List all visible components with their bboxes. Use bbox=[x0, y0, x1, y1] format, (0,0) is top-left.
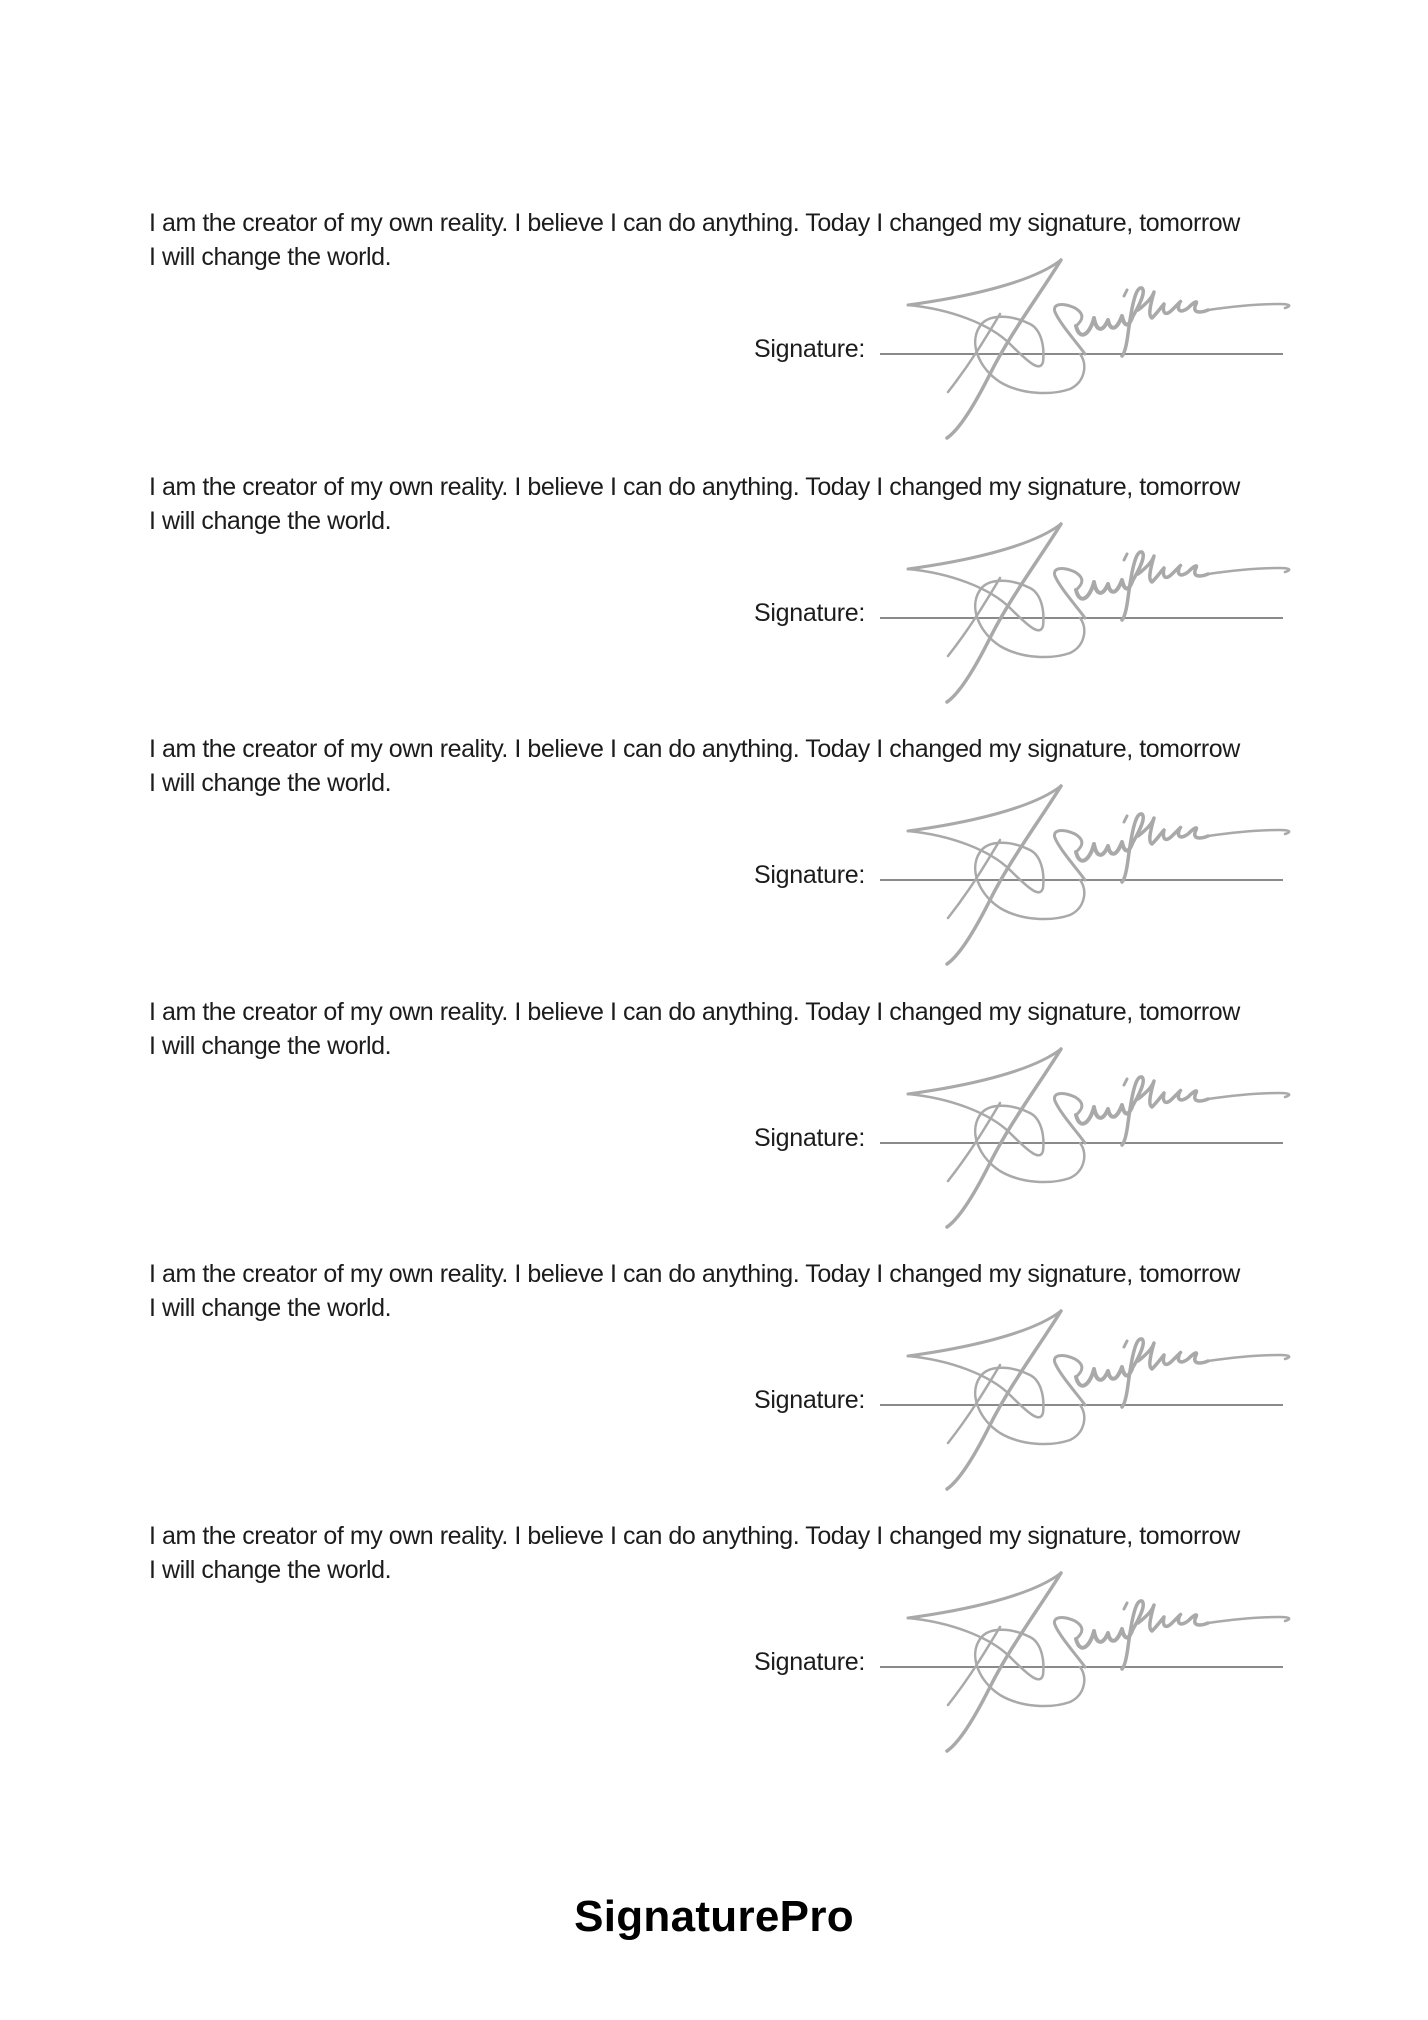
signature-line[interactable] bbox=[880, 617, 1283, 619]
affirmation-line-1: I am the creator of my own reality. I believe I can do anything. Today I changed my signature, tomorrow bbox=[149, 998, 1240, 1026]
affirmation-line-2: I will change the world. bbox=[149, 1032, 392, 1060]
affirmation-block-5 bbox=[0, 1257, 1428, 1519]
signature-graphic bbox=[880, 1305, 1300, 1495]
signature-label: Signature: bbox=[754, 861, 865, 889]
affirmation-text bbox=[149, 995, 1299, 1063]
affirmation-block-3 bbox=[0, 732, 1428, 994]
signature-line[interactable] bbox=[880, 879, 1283, 881]
signature-label: Signature: bbox=[754, 599, 865, 627]
signature-label: Signature: bbox=[754, 1386, 865, 1414]
signature-label: Signature: bbox=[754, 1648, 865, 1676]
signature-graphic bbox=[880, 780, 1300, 970]
affirmation-line-1: I am the creator of my own reality. I believe I can do anything. Today I changed my signature, tomorrow bbox=[149, 1522, 1240, 1550]
signature-line[interactable] bbox=[880, 1404, 1283, 1406]
signature-line[interactable] bbox=[880, 1142, 1283, 1144]
affirmation-line-2: I will change the world. bbox=[149, 1294, 392, 1322]
affirmation-line-1: I am the creator of my own reality. I believe I can do anything. Today I changed my signature, tomorrow bbox=[149, 209, 1240, 237]
affirmation-block-2 bbox=[0, 470, 1428, 732]
affirmation-line-1: I am the creator of my own reality. I believe I can do anything. Today I changed my signature, tomorrow bbox=[149, 735, 1240, 763]
affirmation-line-1: I am the creator of my own reality. I believe I can do anything. Today I changed my signature, tomorrow bbox=[149, 473, 1240, 501]
affirmation-text bbox=[149, 1257, 1299, 1325]
signature-line[interactable] bbox=[880, 353, 1283, 355]
affirmation-line-2: I will change the world. bbox=[149, 769, 392, 797]
signature-label: Signature: bbox=[754, 1124, 865, 1152]
affirmation-block-4 bbox=[0, 995, 1428, 1257]
signature-line[interactable] bbox=[880, 1666, 1283, 1668]
affirmation-text bbox=[149, 206, 1299, 274]
affirmation-block-6 bbox=[0, 1519, 1428, 1781]
affirmation-text bbox=[149, 732, 1299, 800]
signature-graphic bbox=[880, 518, 1300, 708]
affirmation-block-1 bbox=[0, 206, 1428, 468]
affirmation-line-2: I will change the world. bbox=[149, 243, 392, 271]
affirmation-text bbox=[149, 1519, 1299, 1587]
signature-graphic bbox=[880, 254, 1300, 444]
affirmation-text bbox=[149, 470, 1299, 538]
affirmation-line-2: I will change the world. bbox=[149, 507, 392, 535]
brand-logo: SignaturePro bbox=[574, 1892, 854, 1941]
signature-graphic bbox=[880, 1043, 1300, 1233]
signature-label: Signature: bbox=[754, 335, 865, 363]
affirmation-line-1: I am the creator of my own reality. I believe I can do anything. Today I changed my signature, tomorrow bbox=[149, 1260, 1240, 1288]
signature-graphic bbox=[880, 1567, 1300, 1757]
affirmation-line-2: I will change the world. bbox=[149, 1556, 392, 1584]
